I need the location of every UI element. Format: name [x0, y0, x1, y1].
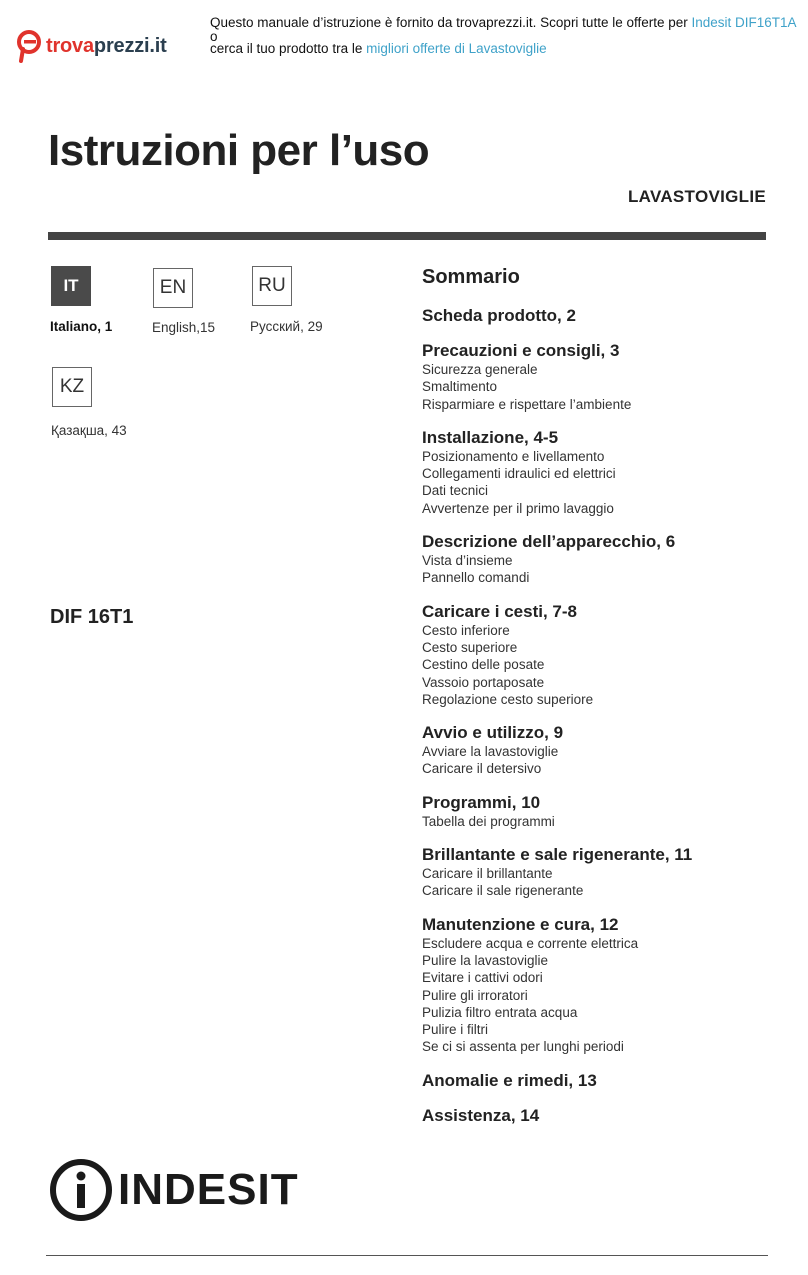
toc-subitem[interactable]: Pannello comandi — [422, 570, 530, 586]
toc-subitem[interactable]: Vassoio portaposate — [422, 674, 545, 690]
toc-section — [422, 602, 792, 708]
toc-section-heading[interactable]: Scheda prodotto, 2 — [422, 306, 576, 325]
toc-section-heading[interactable]: Brillantante e sale rigenerante, 11 — [422, 845, 693, 865]
table-of-contents — [422, 264, 792, 1141]
toc-subitem[interactable]: Caricare il sale rigenerante — [422, 883, 584, 899]
toc-subitem[interactable]: Pulizia filtro entrata acqua — [422, 1004, 578, 1020]
toc-subitem[interactable]: Pulire la lavastoviglie — [422, 952, 549, 968]
toc-section-heading[interactable]: Anomalie e rimedi, 13 — [422, 1070, 597, 1090]
toc-subitem[interactable]: Evitare i cattivi odori — [422, 970, 543, 986]
toc-subitem[interactable]: Caricare il brillantante — [422, 866, 553, 882]
lang-tab-ru[interactable]: RU — [252, 266, 292, 306]
toc-subitem[interactable]: Vista d’insieme — [422, 553, 513, 569]
model-name: DIF 16T1 — [50, 606, 134, 628]
page-title: Istruzioni per l’uso — [48, 126, 430, 175]
toc-subitem[interactable]: Sicurezza generale — [422, 362, 538, 377]
header-divider — [48, 232, 766, 240]
toc-section — [422, 915, 792, 1056]
product-offers-link[interactable]: Indesit DIF16T1A — [691, 15, 796, 30]
toc-section-heading[interactable]: Programmi, 10 — [422, 792, 541, 812]
indesit-i-icon — [48, 1157, 114, 1223]
toc-subitem[interactable]: Smaltimento — [422, 379, 498, 395]
lang-label-kz: Қазақша, 43 — [51, 423, 127, 438]
toc-section-heading[interactable]: Installazione, 4-5 — [422, 427, 559, 447]
toc-section — [422, 428, 792, 517]
toc-subitem[interactable]: Cestino delle posate — [422, 657, 545, 673]
lang-label-it: Italiano, 1 — [50, 319, 113, 334]
trovaprezzi-logo[interactable] — [16, 26, 167, 66]
toc-section-heading[interactable]: Avvio e utilizzo, 9 — [422, 723, 564, 743]
toc-section-heading[interactable]: Precauzioni e consigli, 3 — [422, 341, 620, 360]
toc-subitem[interactable]: Risparmiare e rispettare l’ambiente — [422, 396, 632, 412]
toc-section — [422, 793, 792, 830]
toc-subitem[interactable]: Se ci si assenta per lunghi periodi — [422, 1039, 624, 1055]
toc-subitem[interactable]: Regolazione cesto superiore — [422, 691, 594, 707]
lang-label-ru: Русский, 29 — [250, 319, 323, 334]
toc-section — [422, 1106, 792, 1126]
toc-section — [422, 306, 792, 326]
toc-section — [422, 1071, 792, 1091]
toc-section — [422, 723, 792, 778]
toc-sections — [422, 306, 792, 1126]
toc-section — [422, 532, 792, 587]
toc-section-heading[interactable]: Caricare i cesti, 7-8 — [422, 601, 577, 621]
toc-section-heading[interactable]: Manutenzione e cura, 12 — [422, 914, 619, 934]
toc-subitem[interactable]: Collegamenti idraulici ed elettrici — [422, 466, 616, 482]
toc-section-heading[interactable]: Assistenza, 14 — [422, 1105, 540, 1125]
footer-divider — [46, 1255, 768, 1256]
lang-label-en: English,15 — [152, 320, 216, 335]
lang-tab-it[interactable]: IT — [51, 266, 91, 306]
toc-subitem[interactable]: Caricare il detersivo — [422, 761, 542, 777]
banner-text-2: cerca il tuo prodotto tra le — [210, 41, 367, 56]
banner-suffix: o — [210, 29, 218, 44]
trovaprezzi-wordmark: trovaprezzi.it — [46, 34, 167, 57]
toc-subitem[interactable]: Escludere acqua e corrente elettrica — [422, 935, 639, 951]
toc-subitem[interactable]: Tabella dei programmi — [422, 813, 555, 829]
toc-section-heading[interactable]: Descrizione dell’apparecchio, 6 — [422, 532, 676, 552]
trovaprezzi-pin-icon — [16, 29, 42, 63]
toc-section — [422, 845, 792, 900]
toc-subitem[interactable]: Cesto inferiore — [422, 622, 510, 638]
lang-tab-en[interactable]: EN — [153, 268, 193, 308]
toc-subitem[interactable]: Pulire i filtri — [422, 1022, 489, 1038]
category-offers-link[interactable]: migliori offerte di Lavastoviglie — [366, 41, 547, 56]
toc-subitem[interactable]: Dati tecnici — [422, 483, 489, 499]
product-category: LAVASTOVIGLIE — [627, 187, 766, 206]
toc-subitem[interactable]: Pulire gli irroratori — [422, 987, 528, 1003]
toc-section — [422, 341, 792, 413]
toc-subitem[interactable]: Avvertenze per il primo lavaggio — [422, 500, 614, 516]
toc-subitem[interactable]: Avviare la lavastoviglie — [422, 744, 559, 760]
toc-subitem[interactable]: Posizionamento e livellamento — [422, 448, 605, 464]
indesit-wordmark: INDESIT — [118, 1165, 299, 1214]
indesit-logo — [48, 1157, 299, 1223]
banner-line-1 — [210, 16, 800, 44]
banner-line-2 — [210, 42, 800, 56]
banner-text-1: Questo manuale d’istruzione è fornito da trovaprezzi.it. Scopri tutte le offerte per — [210, 15, 692, 30]
toc-title: Sommario — [422, 266, 520, 288]
lang-tab-kz[interactable]: KZ — [52, 367, 92, 407]
toc-subitem[interactable]: Cesto superiore — [422, 639, 518, 655]
